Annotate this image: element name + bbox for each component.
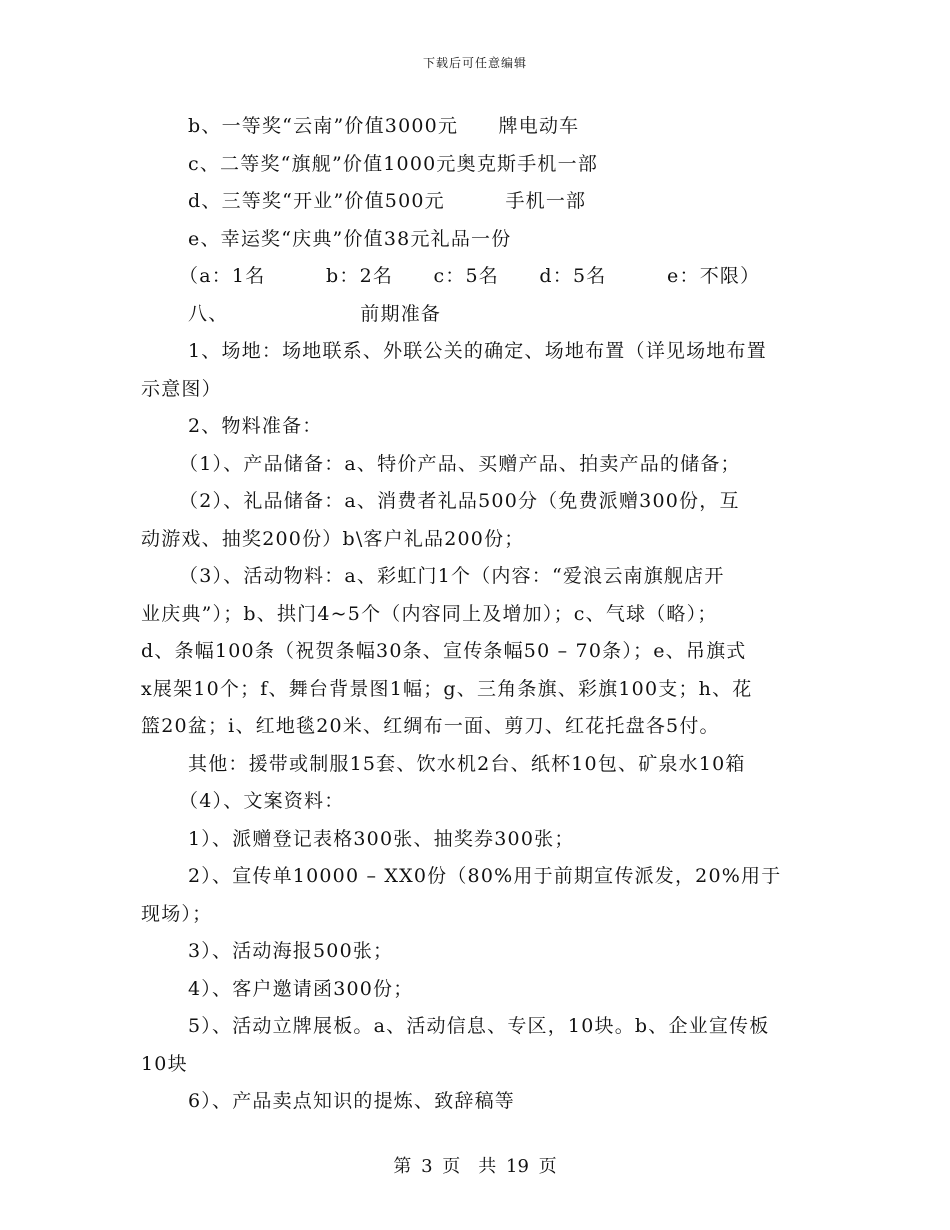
- text-line: 2、物料准备：: [188, 415, 323, 437]
- current-page-number: 3: [421, 1156, 433, 1177]
- footer-prefix: 第: [393, 1156, 412, 1177]
- text-line: 5）、活动立牌展板。a、活动信息、专区，10块。b、企业宣传板: [188, 1015, 770, 1037]
- text-line: （3）、活动物料：a、彩虹门1个（内容：“爱浪云南旗舰店开: [179, 565, 725, 587]
- text-line: d、条幅100条（祝贺条幅30条、宣传条幅50 – 70条）；e、吊旗式: [141, 640, 747, 662]
- text-line: 2）、宣传单10000 – XX0份（80%用于前期宣传派发，20%用于: [188, 865, 782, 887]
- text-line: d、三等奖“开业”价值500元 手机一部: [188, 190, 587, 212]
- text-line: 篮20盆；i、红地毯20米、红绸布一面、剪刀、红花托盘各5付。: [141, 715, 720, 737]
- text-line: 其他：援带或制服15套、饮水机2台、纸杯10包、矿泉水10箱: [188, 752, 746, 775]
- text-line: （a：1名 b：2名 c：5名 d：5名 e：不限）: [179, 265, 761, 287]
- section-heading: 八、 前期准备: [188, 302, 442, 325]
- text-line: e、幸运奖“庆典”价值38元礼品一份: [188, 227, 512, 250]
- text-line: x展架10个；f、舞台背景图1幅；g、三角条旗、彩旗100支；h、花: [141, 677, 753, 700]
- text-line: 10块: [141, 1052, 188, 1075]
- text-line: 动游戏、抽奖200份）b\客户礼品200份；: [141, 527, 525, 550]
- page-header: 下载后可任意编辑: [422, 56, 527, 70]
- total-pages-number: 19: [506, 1156, 529, 1177]
- text-line: 6）、产品卖点知识的提炼、致辞稿等: [188, 1090, 515, 1112]
- text-line: 业庆典”）；b、拱门4~5个（内容同上及增加）；c、气球（略）；: [141, 602, 718, 625]
- page-footer: [0, 1152, 950, 1178]
- text-line: 现场）；: [141, 902, 213, 925]
- text-line: 1、场地：场地联系、外联公关的确定、场地布置（详见场地布置: [188, 340, 767, 362]
- text-line: （1）、产品储备：a、特价产品、买赠产品、拍卖产品的储备；: [179, 452, 741, 475]
- footer-suffix: 页: [538, 1156, 557, 1177]
- text-line: b、一等奖“云南”价值3000元 牌电动车: [188, 115, 580, 137]
- document-body: [141, 108, 811, 1121]
- text-line: （4）、文案资料：: [179, 790, 345, 812]
- text-line: c、二等奖“旗舰”价值1000元奥克斯手机一部: [188, 152, 599, 175]
- text-line: 1）、派赠登记表格300张、抽奖券300张；: [188, 827, 575, 850]
- text-line: 3）、活动海报500张；: [188, 940, 394, 962]
- text-line: 示意图）: [141, 377, 222, 400]
- text-line: （2）、礼品储备：a、消费者礼品500分（免费派赠300份，互: [179, 490, 740, 512]
- footer-middle: 页 共: [442, 1156, 497, 1177]
- text-line: 4）、客户邀请函300份；: [188, 977, 414, 1000]
